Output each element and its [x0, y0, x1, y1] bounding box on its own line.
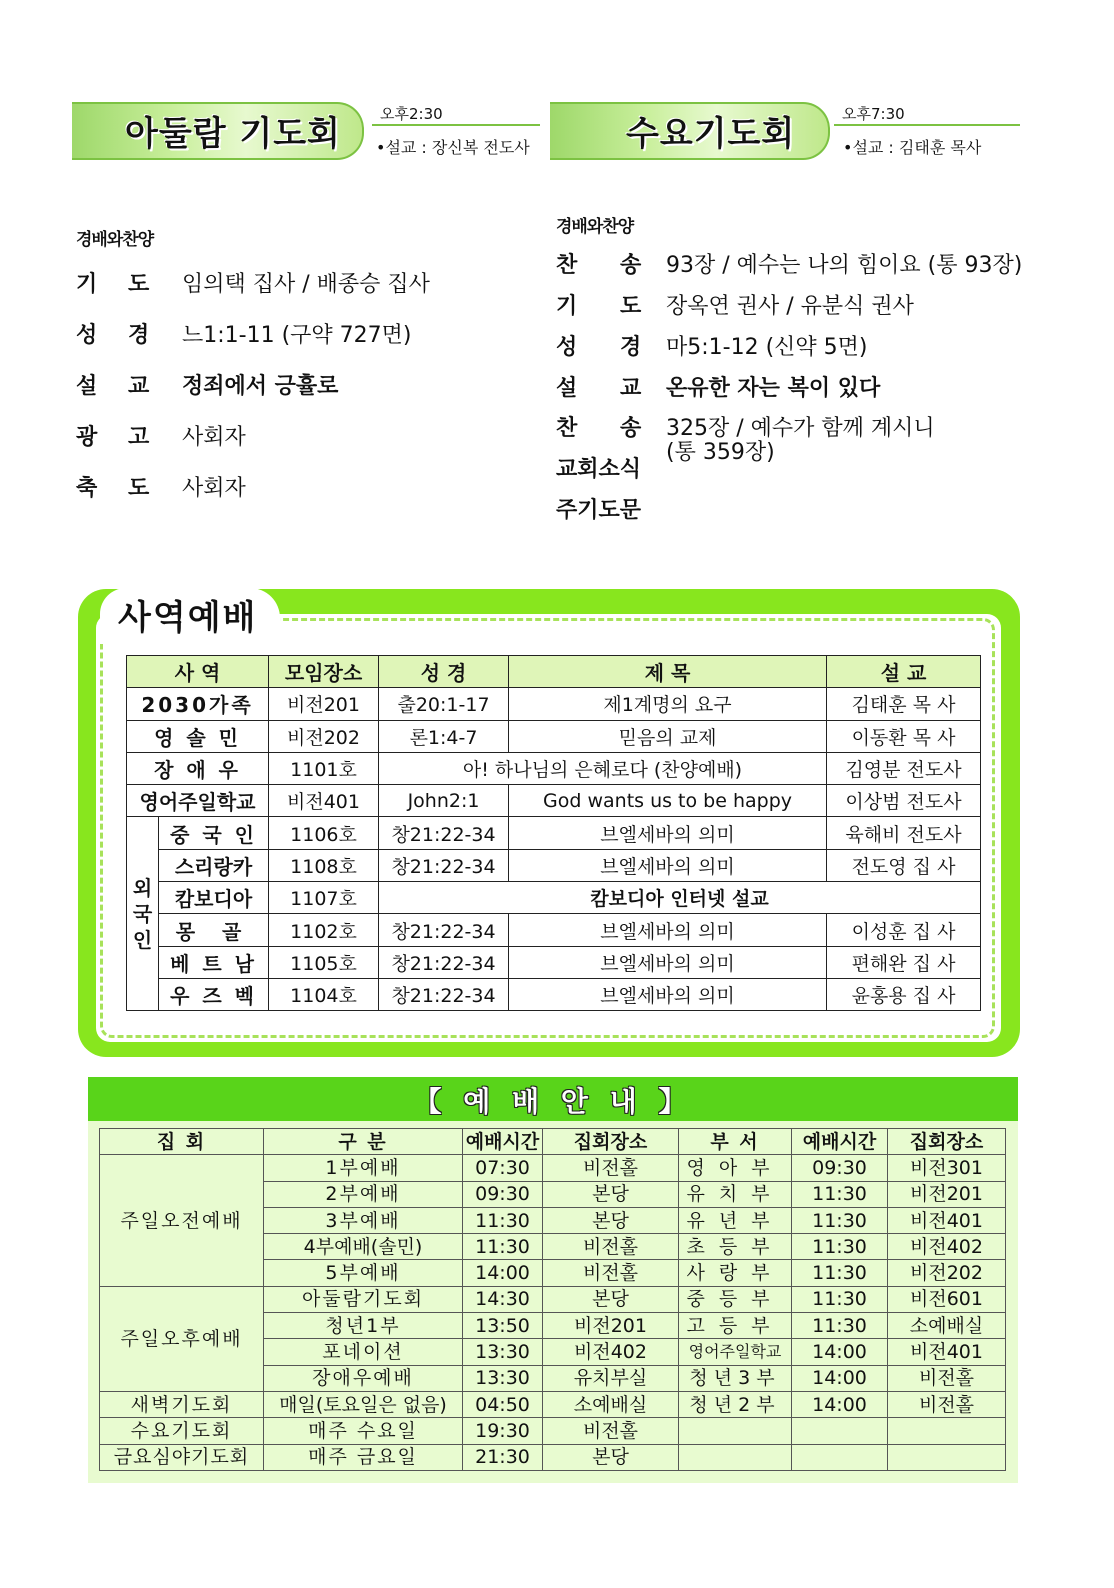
guide-dept-place: 비전홀: [888, 1365, 1006, 1391]
liturgy-left-item: [76, 474, 536, 504]
ministry-place: 1107호: [269, 882, 379, 914]
ministry-place: 비전202: [269, 720, 379, 752]
ministry-header-cell: 설 교: [827, 656, 981, 688]
guide-dept-place: 비전301: [888, 1155, 1006, 1181]
ministry-preacher: 윤홍용 집 사: [827, 978, 981, 1010]
guide-row: [100, 1444, 1006, 1470]
liturgy-value: 사회자: [182, 476, 246, 501]
liturgy-label-second: 송: [620, 253, 642, 278]
ministry-header-cell: 모임장소: [269, 656, 379, 688]
ministry-row: [127, 785, 981, 817]
ministry-title: 사역예배: [118, 598, 258, 638]
liturgy-right-item: [556, 292, 1036, 322]
guide-header-cell: 집회장소: [543, 1129, 679, 1155]
ministry-scripture: 출20:1-17: [379, 688, 509, 720]
guide-service: 매일(토요일은 없음): [264, 1391, 463, 1417]
guide-place: 본당: [543, 1181, 679, 1207]
header-left-preacher: •설교 : 장신복 전도사: [376, 138, 530, 157]
header-right-divider: [834, 124, 1020, 126]
guide-time: 13:30: [463, 1365, 543, 1391]
liturgy-label-first: 설: [556, 376, 578, 401]
header-left-title: 아둘람 기도회: [125, 114, 341, 154]
guide-dept-time: 11:30: [792, 1181, 888, 1207]
guide-place: 소예배실: [543, 1391, 679, 1417]
guide-gathering: 새벽기도회: [100, 1391, 264, 1417]
ministry-preacher: 전도영 집 사: [827, 849, 981, 881]
liturgy-left-item: [76, 321, 536, 351]
liturgy-value: 325장 / 예수가 함께 계시니: [666, 416, 935, 441]
ministry-scripture: 창21:22-34: [379, 946, 509, 978]
ministry-header-row: [127, 656, 981, 688]
ministry-row: [127, 882, 981, 914]
guide-service: 3부예배: [264, 1207, 463, 1233]
liturgy-label-second: 경: [620, 335, 642, 360]
guide-header-cell: 구 분: [264, 1129, 463, 1155]
ministry-scripture: John2:1: [379, 785, 509, 817]
ministry-row: [127, 688, 981, 720]
ministry-name: 2030가족: [127, 688, 269, 720]
guide-dept-place: 비전402: [888, 1234, 1006, 1260]
guide-place: 비전홀: [543, 1260, 679, 1286]
guide-dept-time: 14:00: [792, 1339, 888, 1365]
ministry-preacher: 김태훈 목 사: [827, 688, 981, 720]
ministry-row: [127, 946, 981, 978]
liturgy-left-item: [76, 423, 536, 453]
liturgy-label-first: 성: [556, 335, 578, 360]
guide-place: 본당: [543, 1286, 679, 1312]
guide-empty-cell: [792, 1418, 888, 1444]
ministry-place: 1105호: [269, 946, 379, 978]
guide-row: [100, 1418, 1006, 1444]
guide-service: 1부예배: [264, 1155, 463, 1181]
ministry-name: 몽 골: [159, 914, 269, 946]
liturgy-right-item: [556, 333, 1036, 363]
liturgy-label-second: 고: [128, 425, 150, 450]
header-left-time: 오후2:30: [380, 105, 443, 123]
guide-place: 본당: [543, 1444, 679, 1470]
ministry-preacher: 이성훈 집 사: [827, 914, 981, 946]
ministry-name: 우 즈 벡: [159, 978, 269, 1010]
guide-time: 07:30: [463, 1155, 543, 1181]
guide-place: 비전201: [543, 1313, 679, 1339]
ministry-table: [126, 655, 981, 1011]
liturgy-label-first: 광: [76, 425, 98, 450]
ministry-scripture: 창21:22-34: [379, 978, 509, 1010]
liturgy-left-section: 경배와찬양: [76, 230, 154, 250]
guide-service: 2부예배: [264, 1181, 463, 1207]
guide-header-row: [100, 1129, 1006, 1155]
guide-department: 청년2부: [679, 1391, 792, 1417]
ministry-place: 비전201: [269, 688, 379, 720]
ministry-row: [127, 849, 981, 881]
guide-department: 영어주일학교: [679, 1339, 792, 1365]
liturgy-label-second: 도: [128, 476, 150, 501]
liturgy-label-first: 찬: [556, 416, 578, 441]
guide-gathering: 금요심야기도회: [100, 1444, 264, 1470]
liturgy-label-first: 설: [76, 374, 98, 399]
ministry-merged-title: 캄보디아 인터넷 설교: [379, 882, 981, 914]
guide-dept-place: 비전601: [888, 1286, 1006, 1312]
liturgy-left-item: [76, 270, 536, 300]
guide-service: 5부예배: [264, 1260, 463, 1286]
ministry-preacher: 김영분 전도사: [827, 752, 981, 784]
liturgy-value: 장옥연 권사 / 유분식 권사: [666, 294, 914, 319]
lords-prayer: 주기도문: [556, 498, 642, 523]
ministry-sermon-title: 제1계명의 요구: [509, 688, 827, 720]
guide-header-cell: 집 회: [100, 1129, 264, 1155]
ministry-row: [127, 752, 981, 784]
guide-dept-time: 11:30: [792, 1260, 888, 1286]
ministry-sermon-title: God wants us to be happy: [509, 785, 827, 817]
guide-department: 영아부: [679, 1155, 792, 1181]
ministry-name: 캄보디아: [159, 882, 269, 914]
ministry-scripture: 창21:22-34: [379, 849, 509, 881]
ministry-sermon-title: 브엘세바의 의미: [509, 817, 827, 849]
liturgy-right-item: [556, 251, 1036, 281]
guide-service: 포네이션: [264, 1339, 463, 1365]
liturgy-right-item: [556, 374, 1036, 404]
liturgy-value: 93장 / 예수는 나의 힘이요 (통 93장): [666, 253, 1023, 278]
liturgy-right-section: 경배와찬양: [556, 217, 634, 237]
guide-empty-cell: [888, 1418, 1006, 1444]
ministry-header-cell: 제 목: [509, 656, 827, 688]
ministry-sermon-title: 믿음의 교제: [509, 720, 827, 752]
header-right-preacher: •설교 : 김태훈 목사: [843, 138, 982, 157]
liturgy-value: 사회자: [182, 425, 246, 450]
guide-department: 초등부: [679, 1234, 792, 1260]
guide-department: 중등부: [679, 1286, 792, 1312]
liturgy-label-second: 교: [620, 376, 642, 401]
guide-header-cell: 예배시간: [463, 1129, 543, 1155]
ministry-name: 중 국 인: [159, 817, 269, 849]
guide-header-cell: 예배시간: [792, 1129, 888, 1155]
guide-gathering: 수요기도회: [100, 1418, 264, 1444]
liturgy-label-second: 송: [620, 416, 642, 441]
guide-time: 11:30: [463, 1234, 543, 1260]
guide-gathering: 주일오후예배: [100, 1286, 264, 1391]
guide-header-cell: 집회장소: [888, 1129, 1006, 1155]
guide-time: 14:00: [463, 1260, 543, 1286]
liturgy-label-first: 성: [76, 323, 98, 348]
guide-time: 04:50: [463, 1391, 543, 1417]
ministry-name: 스리랑카: [159, 849, 269, 881]
guide-empty-cell: [888, 1444, 1006, 1470]
ministry-name: 영 솔 민: [127, 720, 269, 752]
liturgy-value: 정죄에서 긍휼로: [182, 374, 339, 399]
guide-department: 청년3부: [679, 1365, 792, 1391]
worship-guide-title: 【 예 배 안 내 】: [413, 1085, 693, 1118]
guide-row: [100, 1155, 1006, 1181]
ministry-place: 1104호: [269, 978, 379, 1010]
guide-dept-time: 09:30: [792, 1155, 888, 1181]
ministry-place: 1106호: [269, 817, 379, 849]
guide-place: 비전홀: [543, 1418, 679, 1444]
guide-place: 비전홀: [543, 1234, 679, 1260]
ministry-sermon-title: 브엘세바의 의미: [509, 946, 827, 978]
liturgy-left-item: [76, 372, 536, 402]
guide-place: 비전402: [543, 1339, 679, 1365]
liturgy-label-first: 기: [556, 294, 578, 319]
ministry-sermon-title: 브엘세바의 의미: [509, 978, 827, 1010]
guide-dept-time: 11:30: [792, 1286, 888, 1312]
ministry-header-cell: 사 역: [127, 656, 269, 688]
guide-empty-cell: [679, 1418, 792, 1444]
header-left-divider: [372, 124, 540, 126]
ministry-row: [127, 720, 981, 752]
guide-header-cell: 부 서: [679, 1129, 792, 1155]
guide-dept-time: 14:00: [792, 1391, 888, 1417]
guide-dept-place: 비전401: [888, 1207, 1006, 1233]
liturgy-label-second: 도: [620, 294, 642, 319]
guide-dept-place: 비전401: [888, 1339, 1006, 1365]
guide-place: 비전홀: [543, 1155, 679, 1181]
ministry-row: [127, 817, 981, 849]
liturgy-label-first: 기: [76, 272, 98, 297]
liturgy-value-continued: (통 359장): [666, 440, 775, 465]
ministry-place: 비전401: [269, 785, 379, 817]
ministry-name: 영어주일학교: [127, 785, 269, 817]
foreigner-label: 외국인: [127, 817, 159, 1011]
liturgy-value: 임의택 집사 / 배종승 집사: [182, 272, 430, 297]
guide-gathering: 주일오전예배: [100, 1155, 264, 1286]
ministry-row: [127, 978, 981, 1010]
guide-service: 4부예배(솔민): [264, 1234, 463, 1260]
guide-dept-place: 비전202: [888, 1260, 1006, 1286]
guide-time: 14:30: [463, 1286, 543, 1312]
liturgy-value: 느1:1-11 (구약 727면): [182, 323, 412, 348]
guide-dept-place: 소예배실: [888, 1313, 1006, 1339]
header-right-title: 수요기도회: [626, 114, 796, 154]
ministry-preacher: 편해완 집 사: [827, 946, 981, 978]
guide-time: 13:50: [463, 1313, 543, 1339]
guide-service: 아둘람기도회: [264, 1286, 463, 1312]
liturgy-label-first: 찬: [556, 253, 578, 278]
ministry-header-cell: 성 경: [379, 656, 509, 688]
ministry-row: [127, 914, 981, 946]
worship-guide-table: [99, 1128, 1006, 1471]
guide-department: 유치부: [679, 1181, 792, 1207]
guide-empty-cell: [792, 1444, 888, 1470]
guide-row: [100, 1286, 1006, 1312]
liturgy-value: 온유한 자는 복이 있다: [666, 376, 881, 401]
guide-time: 13:30: [463, 1339, 543, 1365]
ministry-place: 1108호: [269, 849, 379, 881]
guide-time: 11:30: [463, 1207, 543, 1233]
ministry-preacher: 이동환 목 사: [827, 720, 981, 752]
header-right-time: 오후7:30: [842, 105, 905, 123]
guide-dept-time: 11:30: [792, 1234, 888, 1260]
guide-place: 본당: [543, 1207, 679, 1233]
guide-row: [100, 1391, 1006, 1417]
guide-dept-place: 비전홀: [888, 1391, 1006, 1417]
ministry-place: 1102호: [269, 914, 379, 946]
ministry-preacher: 이상범 전도사: [827, 785, 981, 817]
ministry-name: 장 애 우: [127, 752, 269, 784]
ministry-scripture: 창21:22-34: [379, 914, 509, 946]
guide-department: 고등부: [679, 1313, 792, 1339]
ministry-scripture: 론1:4-7: [379, 720, 509, 752]
guide-dept-time: 14:00: [792, 1365, 888, 1391]
liturgy-value: 마5:1-12 (신약 5면): [666, 335, 868, 360]
church-notice: 교회소식: [556, 457, 642, 482]
liturgy-label-second: 교: [128, 374, 150, 399]
guide-service: 매주 수요일: [264, 1418, 463, 1444]
ministry-name: 베 트 남: [159, 946, 269, 978]
guide-service: 매주 금요일: [264, 1444, 463, 1470]
guide-time: 21:30: [463, 1444, 543, 1470]
guide-department: 사랑부: [679, 1260, 792, 1286]
ministry-scripture: 창21:22-34: [379, 817, 509, 849]
guide-dept-time: 11:30: [792, 1313, 888, 1339]
guide-time: 09:30: [463, 1181, 543, 1207]
guide-place: 유치부실: [543, 1365, 679, 1391]
guide-dept-place: 비전201: [888, 1181, 1006, 1207]
guide-dept-time: 11:30: [792, 1207, 888, 1233]
liturgy-label-second: 도: [128, 272, 150, 297]
ministry-place: 1101호: [269, 752, 379, 784]
ministry-sermon-title: 브엘세바의 의미: [509, 849, 827, 881]
guide-empty-cell: [679, 1444, 792, 1470]
liturgy-label-second: 경: [128, 323, 150, 348]
guide-time: 19:30: [463, 1418, 543, 1444]
guide-service: 청년1부: [264, 1313, 463, 1339]
ministry-sermon-title: 브엘세바의 의미: [509, 914, 827, 946]
liturgy-label-first: 축: [76, 476, 98, 501]
guide-department: 유년부: [679, 1207, 792, 1233]
guide-service: 장애우예배: [264, 1365, 463, 1391]
ministry-preacher: 육해비 전도사: [827, 817, 981, 849]
ministry-merged-title: 아! 하나님의 은혜로다 (찬양예배): [379, 752, 827, 784]
